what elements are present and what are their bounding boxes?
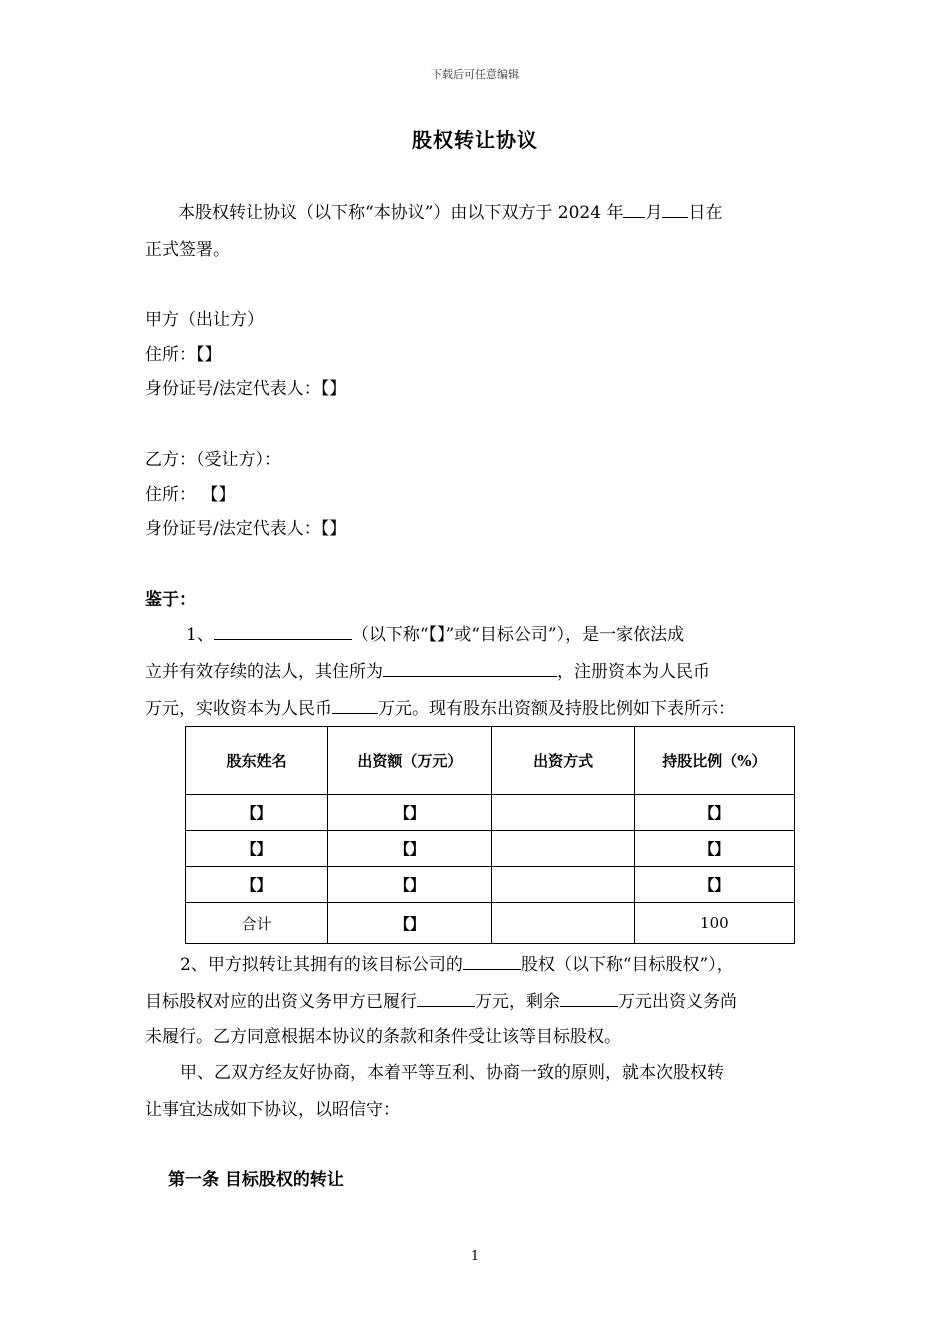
remaining-amount-blank: [560, 990, 618, 1007]
clause-3-line-1: 甲、乙双方经友好协商，本着平等互利、协商一致的原则，就本次股权转: [180, 1063, 724, 1083]
shareholder-table: [185, 726, 795, 944]
table-cell: 【】: [634, 831, 794, 867]
table-header-name: 股东姓名: [186, 727, 328, 795]
clause-1-paid-label: 万元，实收资本为人民币: [145, 699, 332, 719]
clause-1-line-1: [186, 620, 684, 645]
article-1-heading: 第一条 目标股权的转让: [168, 1170, 344, 1190]
company-address-blank: [383, 660, 557, 677]
table-row: [186, 795, 795, 831]
clause-1-table-intro: 万元。现有股东出资额及持股比例如下表所示：: [378, 699, 735, 719]
table-cell: 【】: [186, 831, 328, 867]
table-total-label: 合计: [186, 903, 328, 944]
table-header-method: 出资方式: [492, 727, 634, 795]
company-name-blank: [214, 623, 352, 640]
intro-text-a: 本股权转让协议（以下称“本协议”）由以下双方于 2024 年: [178, 203, 624, 223]
clause-2-text-a: 2、甲方拟转让其拥有的该目标公司的: [180, 955, 463, 975]
clause-2-obligation-text: 万元出资义务尚: [618, 992, 737, 1012]
clause-1-line-2: [145, 657, 710, 682]
clause-3-line-2: 让事宜达成如下协议，以昭信守：: [145, 1100, 400, 1120]
table-row: [186, 867, 795, 903]
equity-ratio-blank: [463, 953, 521, 970]
table-total-amount: 【】: [328, 903, 492, 944]
clause-2-line-2: [145, 987, 737, 1012]
intro-text-c: 日在: [688, 203, 723, 223]
clause-2-line-3: 未履行。乙方同意根据本协议的条款和条件受让该等目标股权。: [145, 1027, 621, 1047]
table-row: [186, 831, 795, 867]
paid-capital-blank: [332, 697, 378, 714]
clause-2-remaining-label: 万元，剩余: [475, 992, 560, 1012]
party-b-id: 身份证号/法定代表人：【】: [145, 519, 347, 539]
clause-1-address-label: 立并有效存续的法人，其住所为: [145, 662, 383, 682]
clause-1-capital-label: ，注册资本为人民币: [557, 662, 710, 682]
clause-2-line-1: [180, 950, 734, 975]
page-number: 1: [470, 1249, 480, 1264]
clause-1-line-3: [145, 694, 735, 719]
party-b-heading: 乙方：（受让方）：: [145, 450, 281, 470]
table-cell: [492, 831, 634, 867]
table-cell: [492, 867, 634, 903]
month-blank: [623, 201, 645, 218]
intro-line-1: [178, 198, 722, 223]
table-cell: 【】: [328, 867, 492, 903]
clause-1-text: （以下称“【】”或“目标公司”），是一家依法成: [351, 625, 685, 645]
table-cell: 【】: [186, 795, 328, 831]
table-cell: 【】: [328, 831, 492, 867]
table-header-row: [186, 727, 795, 795]
document-title: 股权转让协议: [412, 128, 538, 152]
party-a-address: 住所：【】: [145, 345, 222, 365]
clause-1-number: 1、: [186, 625, 214, 645]
table-cell: 【】: [328, 795, 492, 831]
party-b-address: 住所： 【】: [145, 485, 236, 505]
table-cell: 【】: [634, 867, 794, 903]
table-total-method: [492, 903, 634, 944]
performed-amount-blank: [417, 990, 475, 1007]
table-header-ratio: 持股比例（%）: [634, 727, 794, 795]
party-a-id: 身份证号/法定代表人：【】: [145, 379, 347, 399]
header-note: 下载后可任意编辑: [431, 68, 519, 81]
table-header-amount: 出资额（万元）: [328, 727, 492, 795]
clause-2-performed-label: 目标股权对应的出资义务甲方已履行: [145, 992, 417, 1012]
table-total-ratio: 100: [634, 903, 794, 944]
table-total-row: [186, 903, 795, 944]
intro-text-month: 月: [645, 203, 663, 223]
intro-line-2: 正式签署。: [145, 240, 230, 260]
table-cell: 【】: [186, 867, 328, 903]
day-blank: [662, 201, 688, 218]
clause-2-text-b: 股权（以下称“目标股权”），: [520, 955, 734, 975]
table-cell: [492, 795, 634, 831]
table-cell: 【】: [634, 795, 794, 831]
whereas-heading: 鉴于：: [145, 590, 196, 610]
party-a-heading: 甲方（出让方）: [145, 310, 264, 330]
